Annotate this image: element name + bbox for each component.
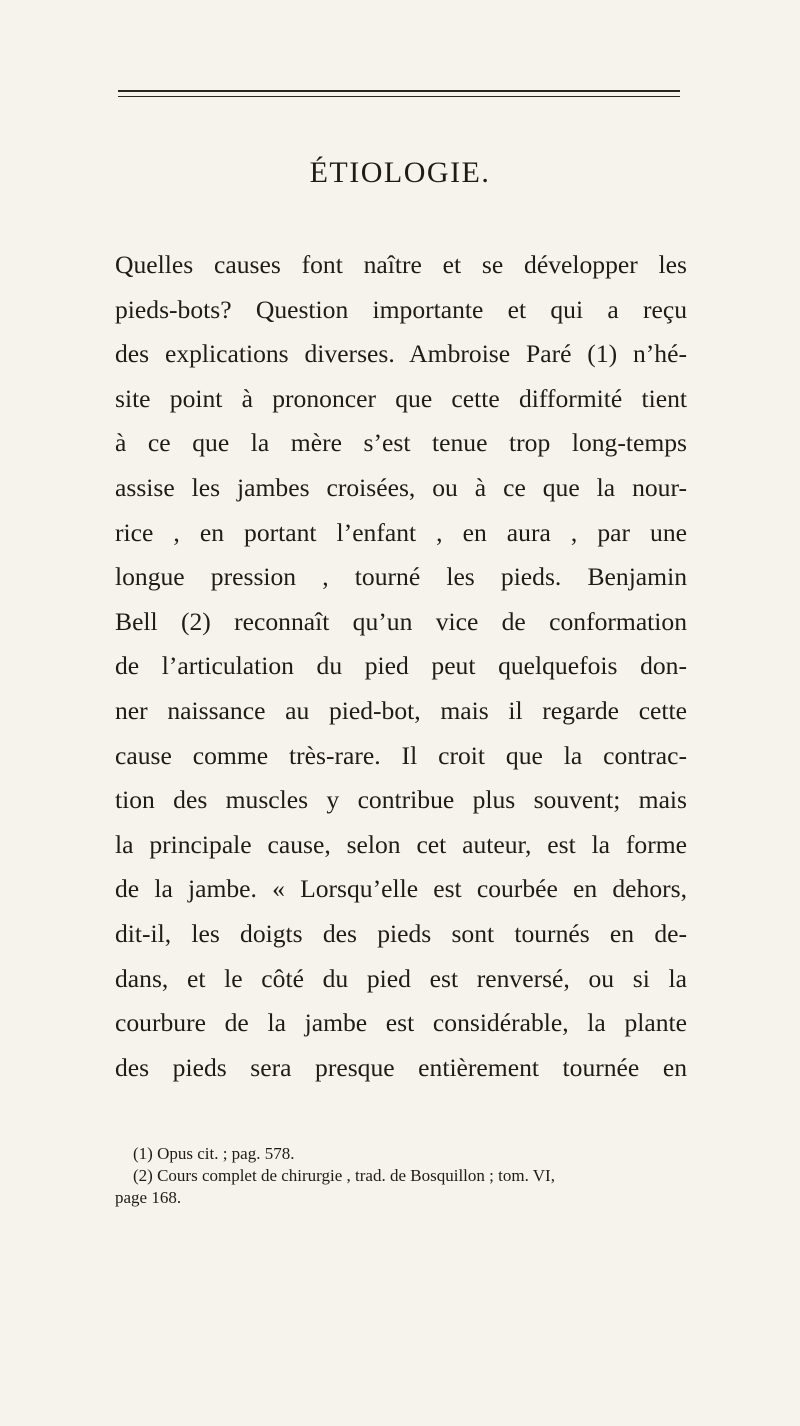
text-line: à ce que la mère s’est tenue trop long-temps [115, 428, 687, 458]
text-line: des pieds sera presque entièrement tournée en [115, 1052, 687, 1082]
body-paragraph [115, 243, 687, 1090]
text-line: ner naissance au pied-bot, mais il regarde cette [115, 695, 687, 725]
text-line: la principale cause, selon cet auteur, est la forme [115, 829, 687, 859]
footnote-2: (2) Cours complet de chirurgie , trad. de Bosquillon ; tom. VI, [133, 1166, 555, 1185]
text-line: site point à prononcer que cette difformité tient [115, 383, 687, 413]
footnotes [115, 1143, 687, 1209]
text-line: de l’articulation du pied peut quelquefois don- [115, 651, 687, 681]
text-line: pieds-bots? Question importante et qui a reçu [115, 294, 687, 324]
text-line: assise les jambes croisées, ou à ce que la nour- [115, 472, 687, 502]
header-rule-thin [118, 96, 680, 97]
text-line: Bell (2) reconnaît qu’un vice de conformation [115, 606, 687, 636]
footnote-2-continuation: page 168. [115, 1188, 182, 1207]
text-line: des explications diverses. Ambroise Paré (1) n’hé- [115, 339, 687, 369]
text-line: de la jambe. « Lorsqu’elle est courbée en dehors, [115, 874, 687, 904]
section-title: ÉTIOLOGIE. [309, 156, 491, 189]
text-line: tion des muscles y contribue plus souvent; mais [115, 785, 687, 815]
text-line: dit-il, les doigts des pieds sont tournés en de- [115, 918, 687, 948]
text-line: cause comme très-rare. Il croit que la contrac- [115, 740, 687, 770]
footnote-1: (1) Opus cit. ; pag. 578. [133, 1144, 295, 1163]
header-rule-thick [118, 90, 680, 92]
text-line: courbure de la jambe est considérable, la plante [115, 1008, 687, 1038]
text-line: rice , en portant l’enfant , en aura , par une [115, 517, 687, 547]
text-line: Quelles causes font naître et se développer les [115, 250, 687, 279]
text-line: dans, et le côté du pied est renversé, ou si la [115, 963, 687, 993]
text-line: longue pression , tourné les pieds. Benjamin [115, 562, 687, 592]
